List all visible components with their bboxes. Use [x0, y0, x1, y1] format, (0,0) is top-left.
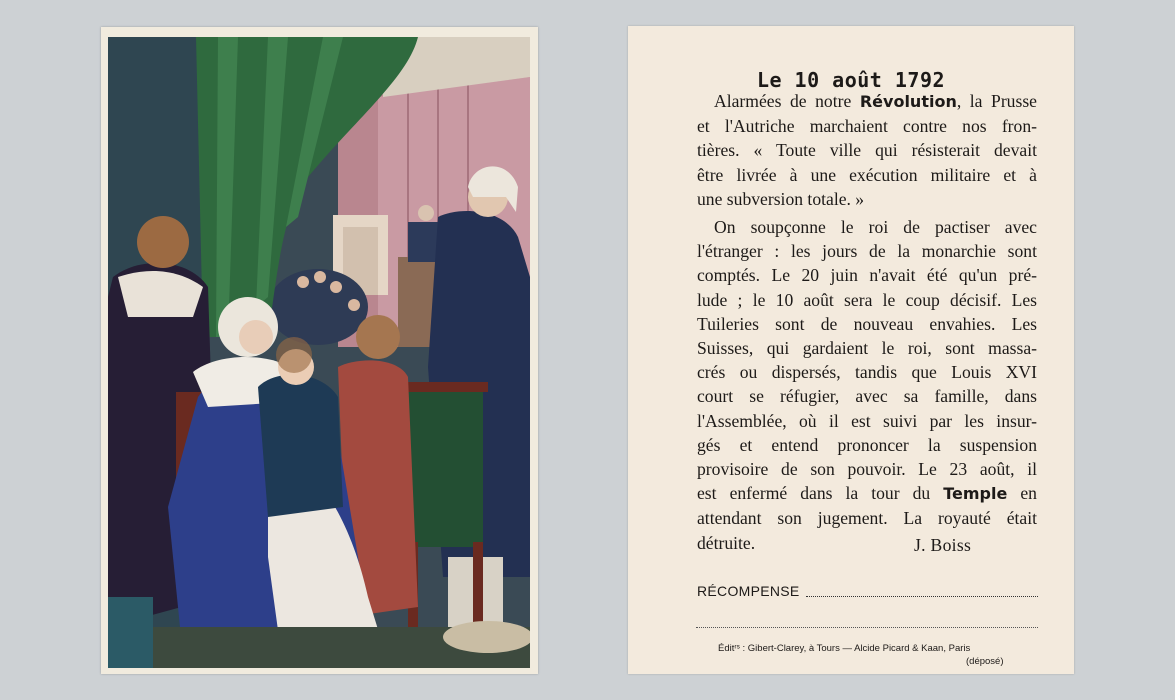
paragraph-line: tières. « Toute ville qui résisterait devait [697, 140, 1037, 161]
paragraph-one [697, 89, 1037, 211]
paragraph-line: Suisses, qui gardaient le roi, sont massa- [697, 338, 1037, 359]
paragraph-line: et l'Autriche marchaient contre nos fron- [697, 116, 1037, 137]
recompense-dotted-line [806, 596, 1038, 597]
paragraph-line: provisoire de son pouvoir. Le 23 août, il [697, 459, 1037, 480]
paragraph-line: l'Assemblée, où il est suivi par les insur- [697, 410, 1037, 431]
author-signature: J. Boiss [914, 535, 972, 555]
paragraph-line [697, 481, 1037, 506]
paragraph-line: court se réfugier, avec sa famille, dans [697, 386, 1037, 407]
historical-illustration [108, 37, 530, 668]
text-run: , la Prusse [956, 91, 1037, 111]
paragraph-line: gés et entend prononcer la suspension [697, 434, 1037, 455]
text-run: est enfermé dans la tour du [697, 483, 944, 504]
footer-divider [696, 627, 1038, 628]
card-title: Le 10 août 1792 [756, 68, 946, 92]
paragraph-line: On soupçonne le roi de pactiser avec [714, 217, 1037, 237]
paragraph-line: être livrée à une exécution militaire et à [697, 164, 1037, 185]
paragraph-line [697, 89, 1037, 114]
text-run: Alarmées de notre [714, 91, 860, 111]
paragraph-two [697, 215, 1037, 555]
paragraph-line: lude ; le 10 août sera le coup décisif. Les [697, 289, 1037, 310]
paragraph-line: détruite. [697, 532, 756, 553]
text-run: en [1007, 483, 1037, 504]
bold-term: Temple [943, 484, 1008, 504]
recompense-label: RÉCOMPENSE [697, 583, 800, 599]
publisher-line: Éditʳˢ : Gibert-Clarey, à Tours — Alcide Picard & Kaan, Paris [718, 643, 971, 654]
paragraph-line: attendant son jugement. La royauté était [697, 508, 1037, 529]
depose-note: (déposé) [966, 656, 1004, 667]
illustration-card [101, 27, 538, 674]
paragraph-line: une subversion totale. » [697, 188, 865, 209]
paragraph-line: l'étranger : les jours de la monarchie sont [697, 241, 1037, 262]
paragraph-line: crés ou dispersés, tandis que Louis XVI [697, 362, 1037, 383]
paragraph-line: comptés. Le 20 juin n'avait été qu'un pré- [697, 265, 1037, 286]
illustration-drawing [108, 37, 530, 668]
bold-term: Révolution [859, 92, 957, 111]
text-card [628, 26, 1074, 674]
paragraph-line: Tuileries sont de nouveau envahies. Les [697, 313, 1037, 334]
